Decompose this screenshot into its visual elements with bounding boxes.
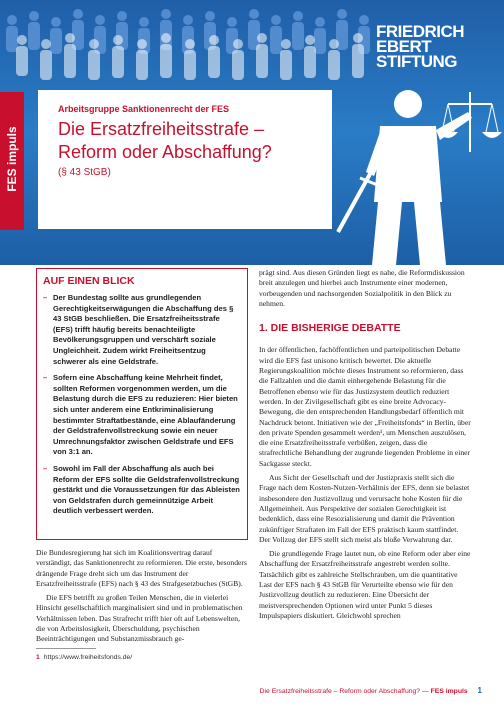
fes-logo [376,24,486,69]
summary-item: – Der Bundestag sollte aus grundlegenden Gerechtigkeitserwägungen die Abschaffung des § 43 StGB beschließen. Die Ersatzfreiheitsstrafe (EFS) trifft häufig bereits benachteiligte Bevölkerungsgruppen und verschärft soziale Ungleichheit. Zudem wirkt Freiheitsentzug schwerer als eine Geldstrafe. [43,293,234,366]
right-body [259,268,471,625]
logo-line-3: STIFTUNG [376,52,457,71]
body-paragraph: In der öffentlichen, fachöffentlichen und parteipolitischen Debatte wird die EFS fast unisono kritisch bewertet. Die aktuelle Regierungskoalition möchte dieses Instrument so reformieren, dass die Fallzahlen und die damit einhergehende Belastung für die Betroffenen ebenso wie für das Justizsystem deutlich reduziert werden. In der Zivilgesellschaft gibt es eine breite Advocacy-Bewegung, die den entsprechenden Handlungsbedarf öffentlich mit Nachdruck betont. Initiativen wie der „Freiheitsfonds“ in Berlin, über den private Spenden gesammelt werden¹, um Menschen auszulösen, die eine Ersatzfreiheitsstrafe verbüßen, zeigen, dass die strafrechtliche Behandlung der zugrunde liegenden Probleme in einer Sackgasse steckt. [259,345,471,468]
summary-item-text: Sofern eine Abschaffung keine Mehrheit findet, sollten Reformen vorgenommen werden, um die Belastung durch die EFS zu reduzieren: Hier bieten sich unter anderem eine Entkriminalisierung bestimmter Straftatbestände, eine Ablaufänderung der Geldstrafenvollstreckung sowie ein neuer Umrechnungsfaktor zwischen Geldstrafe und EFS von 3:1 an. [53,373,238,457]
logo-line-1: FRIEDRICH [376,22,465,41]
summary-item: – Sofern eine Abschaffung keine Mehrheit findet, sollten Reformen vorgenommen werden, um die Belastung durch die EFS zu reduzieren: Hier bieten sich unter anderem eine Entkriminalisierung bestimmter Straftatbestände, eine Ablaufänderung der Geldstrafenvollstreckung sowie ein neuer Umrechnungsfaktor zwischen Geldstrafe und EFS von 3:1 an. [43,373,238,457]
page-footer [260,686,482,695]
title-line-2: Reform oder Abschaffung? [58,142,272,162]
body-paragraph: Die grundlegende Frage lautet nun, ob eine Reform oder aber eine Abschaffung der Ersatzfreiheitsstrafe angestrebt werden sollte. Tatsächlich gibt es zahlreiche Stellschrauben, um die quantitative Last der EFS nach § 43 StGB für Verurteilte ebenso wie für den Justizvollzug deutlich zu reduzieren. Eine Übersicht der meistversprechenden Optionen wird unter Punkt 5 dieses Impulspapiers diskutiert. Gleichwohl sprechen [259,549,471,620]
title-line-1: Die Ersatzfreiheitsstrafe – [58,119,265,139]
footnote [36,654,132,661]
footnote-link[interactable]: https://www.freiheitsfonds.de/ [43,654,133,661]
section-heading: 1. DIE BISHERIGE DEBATTE [259,322,401,335]
summary-title: AUF EINEN BLICK [43,275,135,287]
side-label [0,92,24,230]
side-label-text: FES impuls [5,126,19,192]
left-body [36,548,248,649]
summary-box [36,268,248,540]
page-number: 1 [477,686,482,695]
body-paragraph: prägt sind. Aus diesen Gründen liegt es nahe, die Reformdiskussion breit anzulegen und hierbei auch Instrumente einer modernen, vorbeugenden und nachsorgenden Sozialpolitik in den Blick zu nehmen. [259,268,465,308]
justice-figure-illustration [308,82,504,265]
footnote-number: 1 [36,654,40,661]
body-paragraph: Die EFS betrifft zu großen Teilen Menschen, die in vielerlei Hinsicht gesellschaftlich marginalisiert sind und in problematischen Verhältnissen leben. Das Strafrecht trifft hier oft auf Lebenswelten, die von Arbeitslosigkeit, Überschuldung, psychischen Beeinträchtigungen und Substanzmissbrauch ge- [36,593,243,644]
footer-brand: FES impuls [430,688,468,695]
page-subtitle: (§ 43 StGB) [58,167,111,178]
summary-list [43,293,241,517]
kicker: Arbeitsgruppe Sanktionenrecht der FES [58,104,230,114]
footer-text: Die Ersatzfreiheitsstrafe – Reform oder Abschaffung? — [259,688,429,695]
page-title [58,118,318,164]
logo-line-2: EBERT [376,37,432,56]
footnote-divider [36,648,96,649]
body-paragraph: Aus Sicht der Gesellschaft und der Justizpraxis stellt sich die Frage nach dem Kosten-Nutzen-Verhältnis der EFS, denn sie belastet insbesondere den Justizvollzug und verursacht hohe Kosten für die Allgemeinheit. Aus Perspektive der sozialen Gerechtigkeit ist bedenklich, dass eine Resozialisierung und damit die Prävention zukünftiger Straftaten im Fall der EFS praktisch kaum stattfindet. Der Vollzug der EFS stellt sich meist als bloße Verwahrung dar. [259,473,470,544]
summary-item: – Sowohl im Fall der Abschaffung als auch bei Reform der EFS sollte die Geldstrafenvollstreckung gestärkt und die Voraussetzungen für das Ableisten von Geldstrafen durch gemeinnützige Arbeit deutlich verbessert werden. [43,463,240,516]
summary-item-text: Der Bundestag sollte aus grundlegenden Gerechtigkeitserwägungen die Abschaffung des § 43 StGB beschließen. Die Ersatzfreiheitsstrafe (EFS) trifft häufig bereits benachteiligte Bevölkerungsgruppen und verschärft soziale Ungleichheit. Zudem wirkt Freiheitsentzug schwerer als eine Geldstrafe. [53,293,234,366]
body-paragraph: Die Bundesregierung hat sich im Koalitionsvertrag darauf verständigt, das Sanktionenrecht zu reformieren. Die erste, besonders drängende Frage dreht sich um das Instrument der Ersatzfreiheitsstrafe (EFS) nach § 43 des Strafgesetzbuches (StGB). [36,548,247,588]
summary-item-text: Sowohl im Fall der Abschaffung als auch bei Reform der EFS sollte die Geldstrafenvollstreckung gestärkt und die Voraussetzungen für das Ableisten von Geldstrafen durch gemeinnützige Arbeit deutlich verbessert werden. [53,463,240,516]
